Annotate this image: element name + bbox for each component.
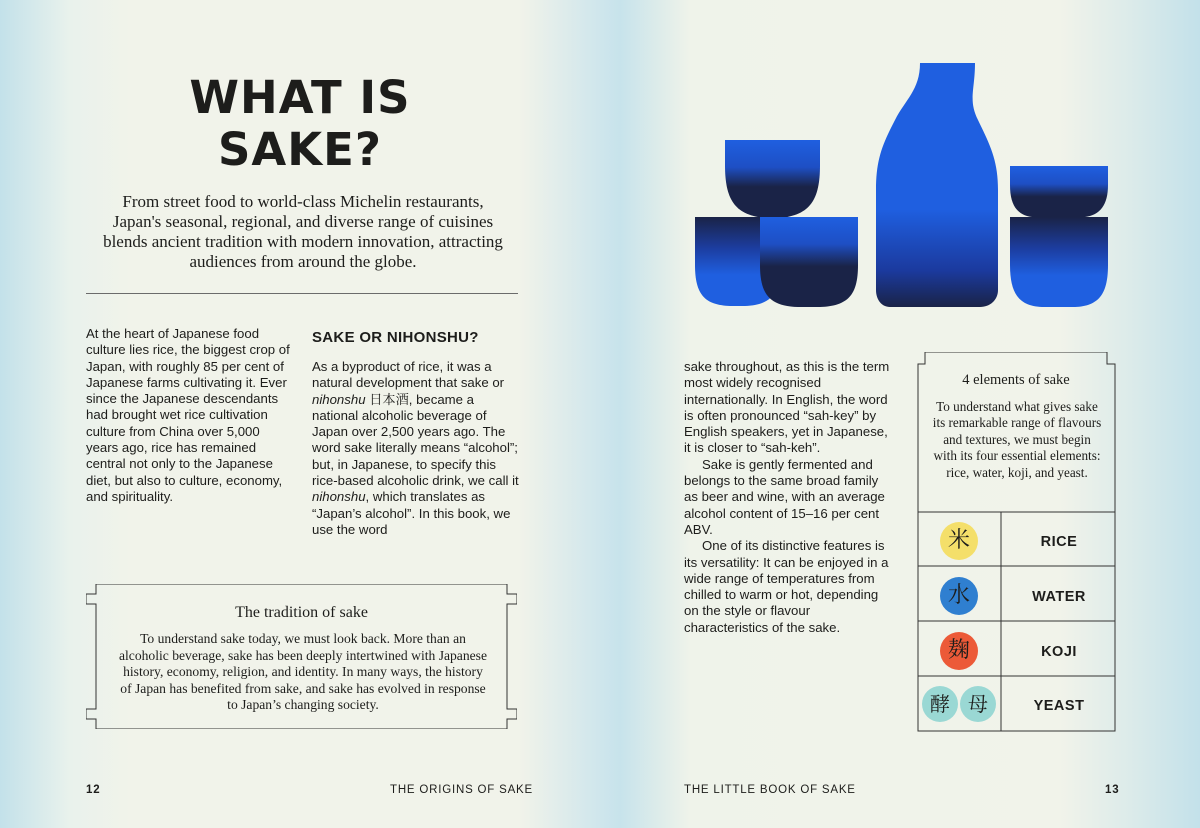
- column-1-text: At the heart of Japanese food culture lies rice, the biggest crop of Japan, with roughly 85 per cent of Japanese farms cultivating it. Ever since the Japanese descendants had brought wet rice cultivation culture from China over 5,000 years ago, rice has remained central not only to the Japanese diet, but also to culture, economy, and spirituality.: [86, 326, 290, 504]
- col2-italic-a: nihonshu: [312, 391, 366, 407]
- element-label-rice: RICE: [1040, 534, 1078, 550]
- column-2-text: [312, 359, 522, 538]
- title-line-2: SAKE?: [218, 123, 382, 176]
- col2-italic-b: nihonshu: [312, 489, 366, 505]
- running-footer-right: THE LITTLE BOOK OF SAKE: [684, 784, 856, 796]
- page-title: [150, 72, 450, 176]
- sake-bottle: [876, 63, 998, 307]
- cup-right-top: [1010, 166, 1108, 217]
- tradition-box-text: To understand sake today, we must look back. More than an alcoholic beverage, sake has been deeply intertwined with Japanese history, economy, religion, and identity. In many ways, the history of Japan has benefited from sake, and sake has evolved in response to Japan’s changing society.: [118, 631, 487, 712]
- intro-paragraph: From street food to world-class Michelin restaurants, Japan's seasonal, regional, and diverse range of cuisines blends ancient tradition with modern innovation, attracting audiences from around the globe.: [103, 192, 503, 271]
- element-label-koji: KOJI: [1041, 644, 1077, 660]
- elements-panel-text: To understand what gives sake its remarkable range of flavours and textures, we must begin with its four essential elements: rice, water, koji, and yeast.: [932, 399, 1102, 480]
- cup-front: [760, 217, 858, 307]
- tradition-box-title: The tradition of sake: [235, 604, 368, 621]
- sake-set-illustration: [690, 60, 1110, 310]
- page-number-left: 12: [86, 784, 101, 796]
- element-label-water: WATER: [1032, 589, 1086, 605]
- rice-kanji-badge: 米: [940, 522, 978, 560]
- elements-panel-title: 4 elements of sake: [962, 372, 1070, 388]
- col3-paragraph-2: Sake is gently fermented and belongs to the same broad family as beer and wine, with an average alcohol content of 15–16 per cent ABV.: [684, 456, 885, 537]
- column-3-text: [684, 359, 894, 636]
- title-line-1: WHAT IS: [189, 71, 411, 124]
- section-heading: SAKE OR NIHONSHU?: [312, 329, 479, 346]
- col2-text-a: As a byproduct of rice, it was a natural development that sake or: [312, 359, 505, 391]
- col3-paragraph-1: sake throughout, as this is the term most widely recognised internationally. In English, the word is often pronounced “sah-key” by English speakers, yet in Japanese, it is closer to “sah-keh”.: [684, 359, 890, 456]
- yeast-kanji-badge-1: 酵: [922, 686, 958, 722]
- running-footer-left: THE ORIGINS OF SAKE: [390, 784, 533, 796]
- page-number-right: 13: [1105, 784, 1120, 796]
- water-kanji-badge: 水: [940, 577, 978, 615]
- koji-kanji-badge: 麹: [940, 632, 978, 670]
- cup-left-top: [725, 140, 820, 218]
- col2-text-b: 日本酒, became a national alcoholic beverage of Japan over 2,500 years ago. The word sake literally means “alcohol”; but, in Japanese, to specify this rice-based alcoholic drink, we call it: [312, 391, 519, 489]
- cup-right-bottom: [1010, 217, 1108, 307]
- yeast-kanji-badge-2: 母: [960, 686, 996, 722]
- divider: [86, 293, 518, 294]
- col3-paragraph-3: One of its distinctive features is its versatility: It can be enjoyed in a wide range of temperatures from chilled to warm or hot, depending on the style or flavour characteristics of the sake.: [684, 538, 889, 635]
- element-label-yeast: YEAST: [1033, 698, 1085, 714]
- col2-text-c: , which translates as “Japan’s alcohol”. In this book, we use the word: [312, 489, 511, 537]
